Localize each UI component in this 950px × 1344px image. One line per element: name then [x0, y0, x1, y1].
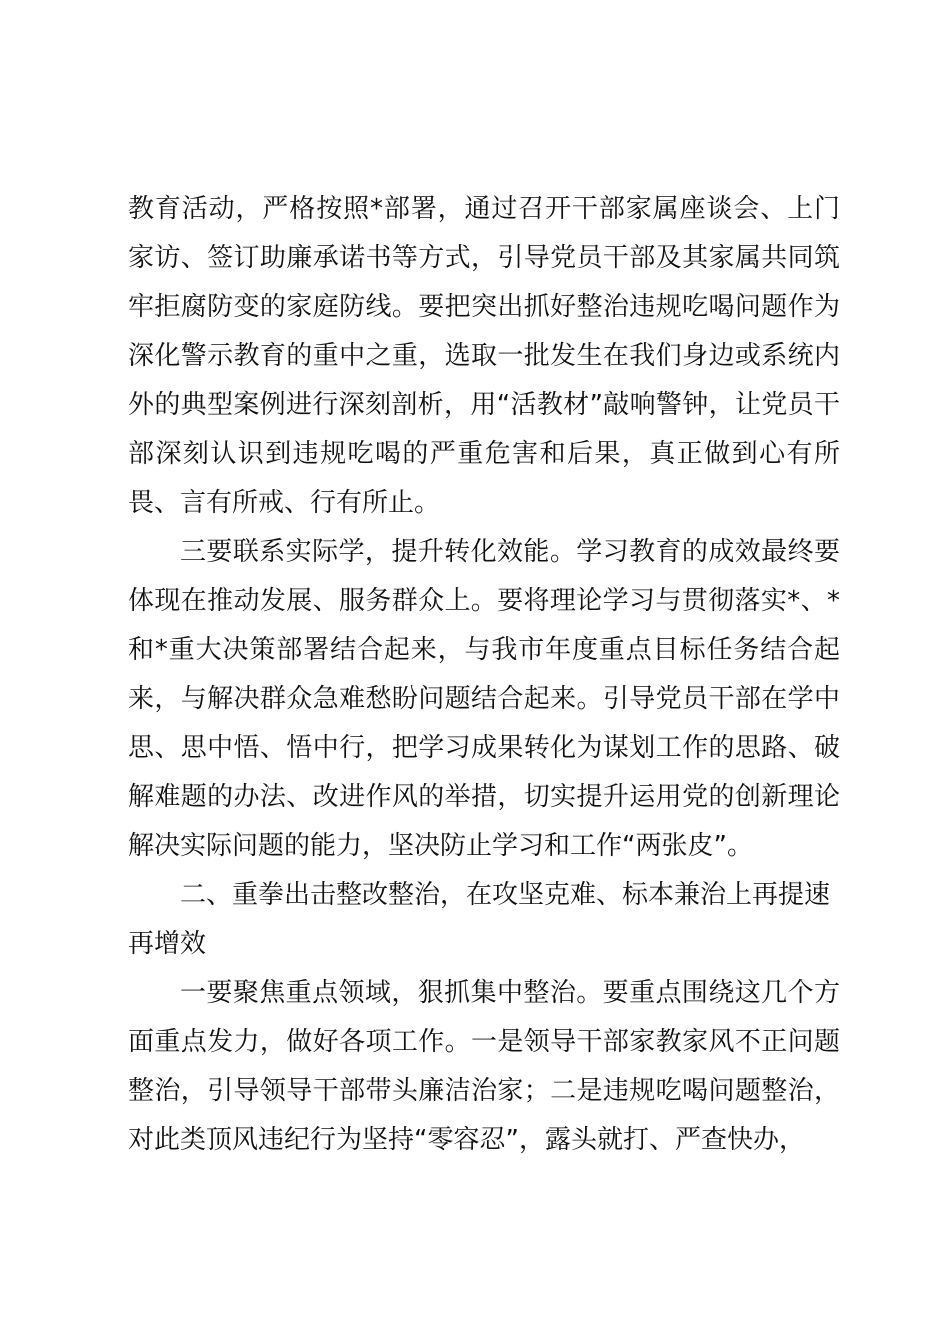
paragraph-key-areas: 一要聚焦重点领域，狠抓集中整治。要重点围绕这几个方面重点发力，做好各项工作。一是领导干部家教家风不正问题整治，引导领导干部带头廉洁治家；二是违规吃喝问题整治，对此类顶风违纪行为坚持“零容忍”，露头就打、严查快办， [128, 978, 840, 1155]
paragraph-continuation: 教育活动，严格按照*部署，通过召开干部家属座谈会、上门家访、签订助廉承诺书等方式，引导党员干部及其家属共同筑牢拒腐防变的家庭防线。要把突出抓好整治违规吃喝问题作为深化警示教育的重中之重，选取一批发生在我们身边或系统内外的典型案例进行深刻剖析，用“活教材”敲响警钟，让党员干部深刻认识到违规吃喝的严重危害和后果，真正做到心有所畏、言有所戒、行有所止。 [128, 194, 840, 518]
section-heading-rectification: 二、重拳出击整改整治，在攻坚克难、标本兼治上再提速再增效 [128, 880, 831, 959]
document-body [128, 185, 840, 1165]
paragraph-study-practice: 三要联系实际学，提升转化效能。学习教育的成效最终要体现在推动发展、服务群众上。要将理论学习与贯彻落实*、*和*重大决策部署结合起来，与我市年度重点目标任务结合起来，与解决群众急难愁盼问题结合起来。引导党员干部在学中思、思中悟、悟中行，把学习成果转化为谋划工作的思路、破解难题的办法、改进作风的举措，切实提升运用党的创新理论解决实际问题的能力，坚决防止学习和工作“两张皮”。 [128, 537, 840, 861]
